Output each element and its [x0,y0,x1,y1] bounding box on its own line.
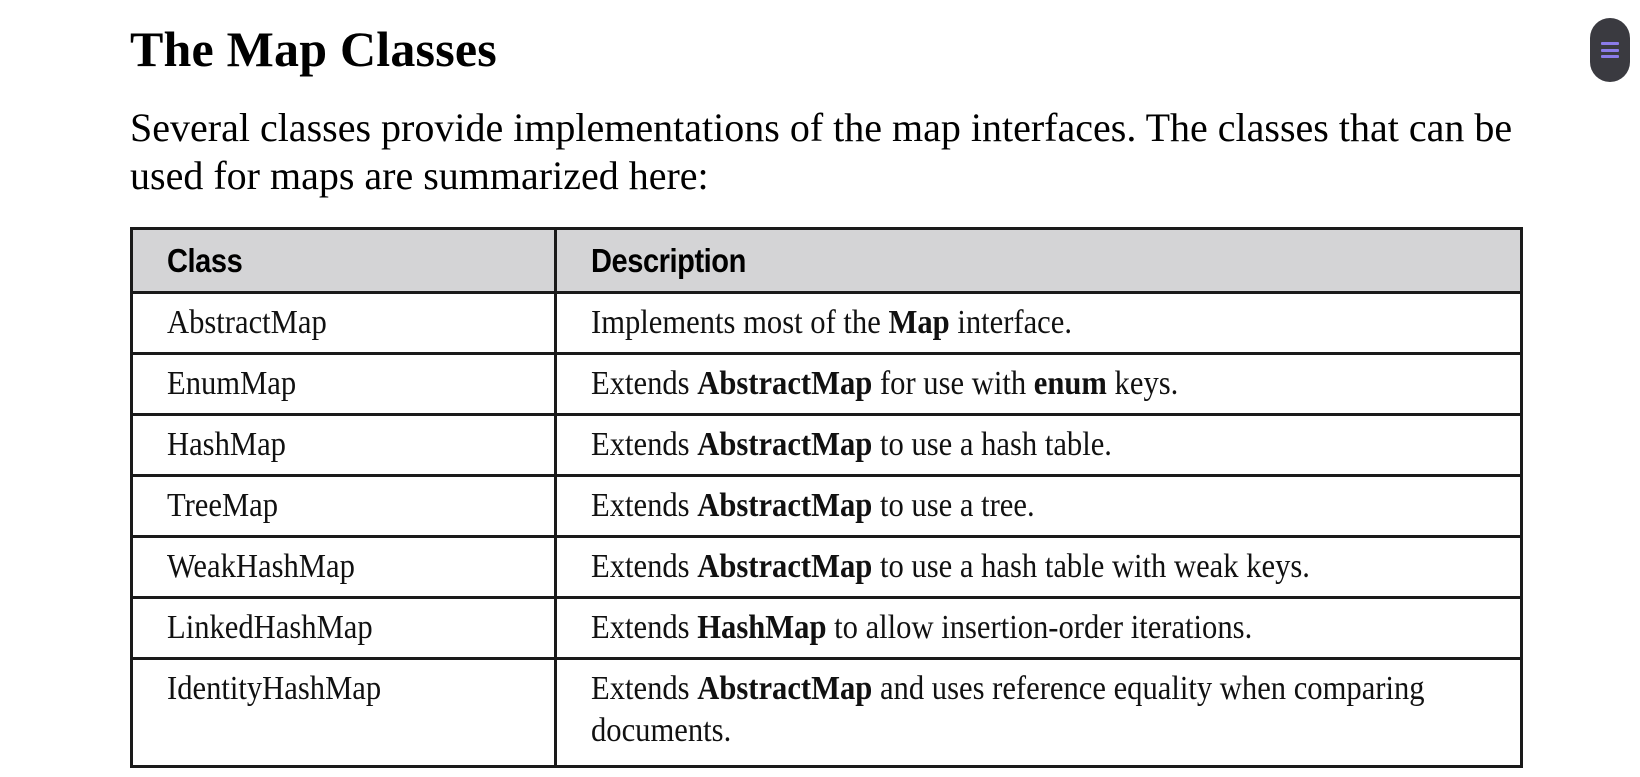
table-row [132,598,1522,659]
description-text: Extends [591,426,698,463]
description-bold-term: AbstractMap [697,487,873,524]
description-cell [556,354,1522,415]
description-bold-term: Map [888,304,950,341]
description-text: Extends [591,609,698,646]
description-bold-term: AbstractMap [697,426,873,463]
intro-paragraph: Several classes provide implementations of the map interfaces. The classes that can be used for maps are summarized here: [130,105,1513,198]
description-bold-term: AbstractMap [697,670,873,707]
description-text: to use a hash table with weak keys. [872,548,1310,585]
page-title: The Map Classes [130,21,497,77]
table-row [132,354,1522,415]
class-name-cell: WeakHashMap [132,537,556,598]
description-text: Extends [591,487,698,524]
class-name-cell: IdentityHashMap [132,659,556,767]
description-bold-term: enum [1033,365,1107,402]
description-bold-term: HashMap [697,609,827,646]
description-cell [556,415,1522,476]
description-text: Extends [591,670,698,707]
table-row [132,476,1522,537]
menu-button[interactable] [1590,18,1630,82]
column-header-class: Class [132,229,556,293]
description-text: Extends [591,365,698,402]
description-text: for use with [872,365,1034,402]
table-row [132,415,1522,476]
class-name-cell: LinkedHashMap [132,598,556,659]
description-cell [556,476,1522,537]
description-text: Implements most of the [591,304,889,341]
document-content [130,0,1520,200]
description-text: to use a hash table. [872,426,1112,463]
table-row [132,293,1522,354]
table-body [132,293,1522,767]
description-cell [556,659,1522,767]
table-header-row [132,229,1522,293]
hamburger-menu-icon [1601,42,1619,58]
description-text: interface. [949,304,1072,341]
class-name-cell: AbstractMap [132,293,556,354]
description-text: Extends [591,548,698,585]
description-cell [556,293,1522,354]
description-bold-term: AbstractMap [697,548,873,585]
description-cell [556,598,1522,659]
description-text: to use a tree. [872,487,1035,524]
description-cell [556,537,1522,598]
description-text: and uses reference equality when comparing documents. [591,670,1425,749]
description-bold-term: AbstractMap [697,365,873,402]
map-classes-table [130,227,1523,768]
class-name-cell: EnumMap [132,354,556,415]
description-text: to allow insertion-order iterations. [826,609,1253,646]
class-name-cell: HashMap [132,415,556,476]
table-header [132,229,1522,293]
table-row [132,659,1522,767]
column-header-description: Description [556,229,1522,293]
table-row [132,537,1522,598]
class-name-cell: TreeMap [132,476,556,537]
description-text: keys. [1106,365,1179,402]
map-classes-table-container [130,227,1520,768]
